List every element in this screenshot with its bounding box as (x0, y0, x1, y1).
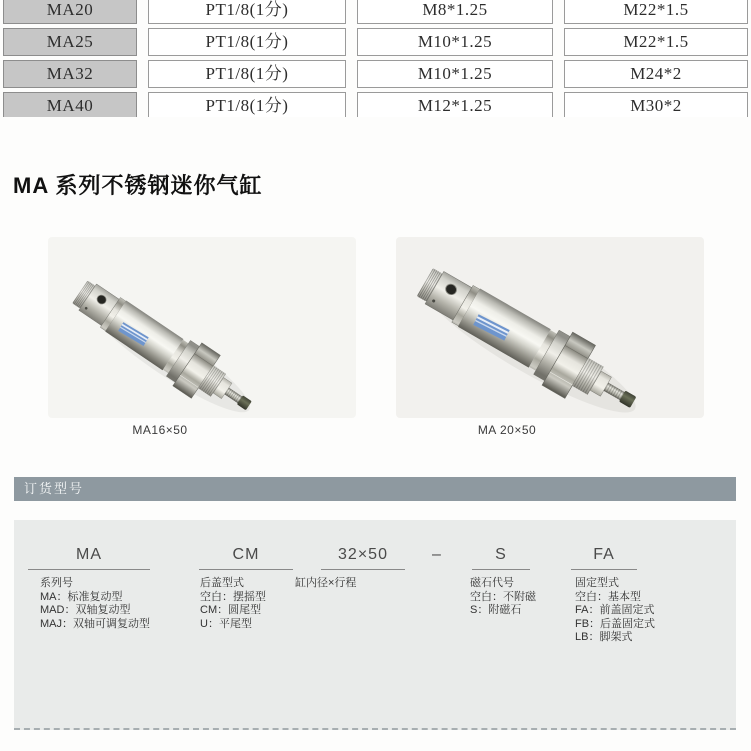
order-desc-rearcover (200, 577, 266, 631)
spec-cell-model: MA20 (3, 0, 137, 24)
order-desc-magnet (470, 577, 536, 618)
order-underline-magnet (472, 569, 530, 570)
order-desc-line: 磁石代号 (470, 577, 514, 589)
order-desc-bore-stroke (295, 577, 356, 591)
order-code-dash: – (432, 546, 442, 563)
order-desc-line: 空白：不附磁 (470, 590, 536, 603)
cylinder-image-ma20 (396, 237, 704, 418)
spec-cell-port: PT1/8(1分) (148, 28, 346, 56)
order-desc-line: 空白：摆摇型 (200, 590, 266, 603)
order-code-rearcover: CM (232, 546, 260, 563)
table-row (3, 28, 748, 56)
table-row (3, 60, 748, 88)
spec-cell-model: MA32 (3, 60, 137, 88)
spec-cell-nose-thread: M30*2 (564, 92, 748, 117)
product-caption-ma20: MA 20×50 (477, 423, 537, 437)
order-desc-line: MAD：双轴复动型 (40, 604, 131, 616)
table-row (3, 0, 748, 24)
order-underline-rearcover (199, 569, 293, 570)
spec-cell-model: MA40 (3, 92, 137, 117)
order-code-mounting: FA (593, 546, 615, 563)
spec-cell-nose-thread: M22*1.5 (564, 28, 748, 56)
order-desc-line: 系列号 (40, 577, 73, 589)
spec-cell-port: PT1/8(1分) (148, 92, 346, 117)
order-underline-series (28, 569, 150, 570)
cylinder-image-ma16 (48, 237, 356, 418)
product-caption-ma16: MA16×50 (132, 423, 188, 437)
spec-cell-model: MA25 (3, 28, 137, 56)
order-desc-line: LB：脚架式 (575, 631, 633, 643)
order-underline-bore-stroke (321, 569, 405, 570)
spec-cell-rod-thread: M12*1.25 (357, 92, 553, 117)
spec-cell-rod-thread: M10*1.25 (357, 28, 553, 56)
spec-cell-port: PT1/8(1分) (148, 0, 346, 24)
section-header-order-model (14, 477, 736, 501)
spec-cell-rod-thread: M8*1.25 (357, 0, 553, 24)
order-desc-line: FA：前盖固定式 (575, 604, 655, 616)
spec-table-wrap (0, 0, 751, 117)
order-desc-line: 空白：基本型 (575, 590, 641, 603)
product-photo-ma16 (48, 237, 356, 418)
order-desc-line: 后盖型式 (200, 577, 244, 589)
table-row (3, 92, 748, 117)
order-code-bore-stroke: 32×50 (338, 546, 388, 563)
order-code-magnet: S (495, 546, 507, 563)
section-header-label: 订货型号 (24, 481, 85, 496)
page-title: MA 系列不锈钢迷你气缸 (13, 173, 263, 198)
product-photo-ma20 (396, 237, 704, 418)
order-desc-line: MAJ：双轴可调复动型 (40, 617, 150, 630)
order-desc-line: 缸内径×行程 (295, 577, 357, 589)
spec-table (0, 0, 751, 117)
order-desc-mounting (575, 577, 655, 645)
spec-cell-nose-thread: M22*1.5 (564, 0, 748, 24)
order-desc-line: U：平尾型 (200, 617, 252, 630)
order-desc-line: FB：后盖固定式 (575, 617, 656, 630)
order-desc-line: MA：标准复动型 (40, 590, 123, 603)
order-desc-line: S：附磁石 (470, 604, 522, 616)
spec-cell-port: PT1/8(1分) (148, 60, 346, 88)
order-desc-line: CM：圆尾型 (200, 604, 262, 616)
order-code-panel (14, 520, 736, 730)
order-desc-series (40, 577, 150, 631)
spec-cell-rod-thread: M10*1.25 (357, 60, 553, 88)
spec-cell-nose-thread: M24*2 (564, 60, 748, 88)
order-code-series: MA (76, 546, 102, 563)
order-underline-mounting (571, 569, 637, 570)
order-desc-line: 固定型式 (575, 577, 619, 589)
